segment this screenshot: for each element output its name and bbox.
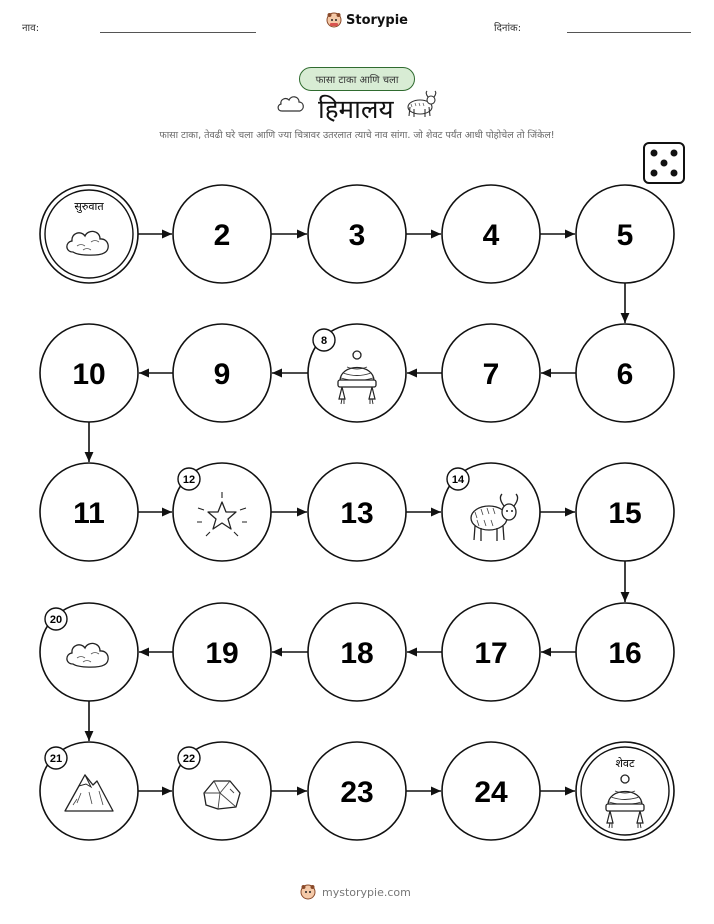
end-label: शेवट (615, 757, 635, 770)
cell-number: 15 (608, 497, 642, 530)
cell-number: 5 (616, 219, 634, 252)
board-cell-5[interactable] (576, 185, 674, 283)
board-cell-2[interactable] (173, 185, 271, 283)
board-cell-17[interactable] (442, 603, 540, 701)
cell-number: 13 (340, 497, 374, 530)
board-cell-7[interactable] (442, 324, 540, 422)
board-cell-12[interactable] (173, 463, 271, 561)
cell-number: 8 (320, 335, 328, 347)
board-cell-15[interactable] (576, 463, 674, 561)
cell-number: 19 (205, 637, 239, 670)
board-cell-23[interactable] (308, 742, 406, 840)
cell-number: 12 (182, 474, 196, 486)
footer (300, 884, 411, 900)
board-cell-4[interactable] (442, 185, 540, 283)
board-cell-22[interactable] (173, 742, 271, 840)
cell-number: 20 (49, 614, 63, 626)
cell-number: 4 (482, 219, 500, 252)
cell-number: 11 (73, 497, 105, 530)
cell-number: 9 (213, 358, 231, 391)
dice-icon[interactable] (644, 143, 684, 183)
board-cell-6[interactable] (576, 324, 674, 422)
board-cell-18[interactable] (308, 603, 406, 701)
cell-number: 18 (340, 637, 374, 670)
cell-number: 21 (49, 753, 63, 765)
board-cell-9[interactable] (173, 324, 271, 422)
instructions: फासा टाका, तेवढी घरे चला आणि ज्या चित्रावर उतरलात त्याचे नाव सांगा. जो शेवट पर्यंत आधी पोहोचेल तो जिंकेल! (159, 130, 555, 141)
board-cell-8[interactable] (308, 324, 406, 422)
page-title: हिमालय (318, 95, 394, 125)
cell-number: 22 (182, 753, 196, 765)
board-cell-24[interactable] (442, 742, 540, 840)
date-label: दिनांक: (494, 23, 522, 34)
start-label: सुरुवात (74, 200, 104, 213)
cell-number: 14 (451, 474, 465, 486)
board-cell-1[interactable] (40, 185, 138, 283)
board-cell-21[interactable] (40, 742, 138, 840)
cell-number: 6 (616, 358, 634, 391)
cell-number: 7 (482, 358, 500, 391)
board-cell-11[interactable] (40, 463, 138, 561)
cell-number: 3 (348, 219, 366, 252)
board-cell-13[interactable] (308, 463, 406, 561)
cell-number: 2 (213, 219, 231, 252)
storypie-mascot-icon (300, 884, 316, 900)
board-cell-20[interactable] (40, 603, 138, 701)
board-cell-19[interactable] (173, 603, 271, 701)
game-type-tag: फासा टाका आणि चला (299, 67, 415, 91)
cell-number: 10 (72, 358, 106, 391)
name-label: नाव: (22, 23, 40, 34)
board-cell-25[interactable] (576, 742, 674, 840)
board-cells (40, 185, 674, 840)
cell-number: 23 (340, 776, 374, 809)
cell-number: 24 (474, 776, 508, 809)
cell-number: 17 (474, 637, 508, 670)
cell-number: 16 (608, 637, 642, 670)
footer-site: mystorypie.com (322, 885, 411, 899)
board-cell-14[interactable] (442, 463, 540, 561)
board-cell-10[interactable] (40, 324, 138, 422)
brand-name: Storypie (346, 12, 408, 28)
board-cell-16[interactable] (576, 603, 674, 701)
board-cell-3[interactable] (308, 185, 406, 283)
